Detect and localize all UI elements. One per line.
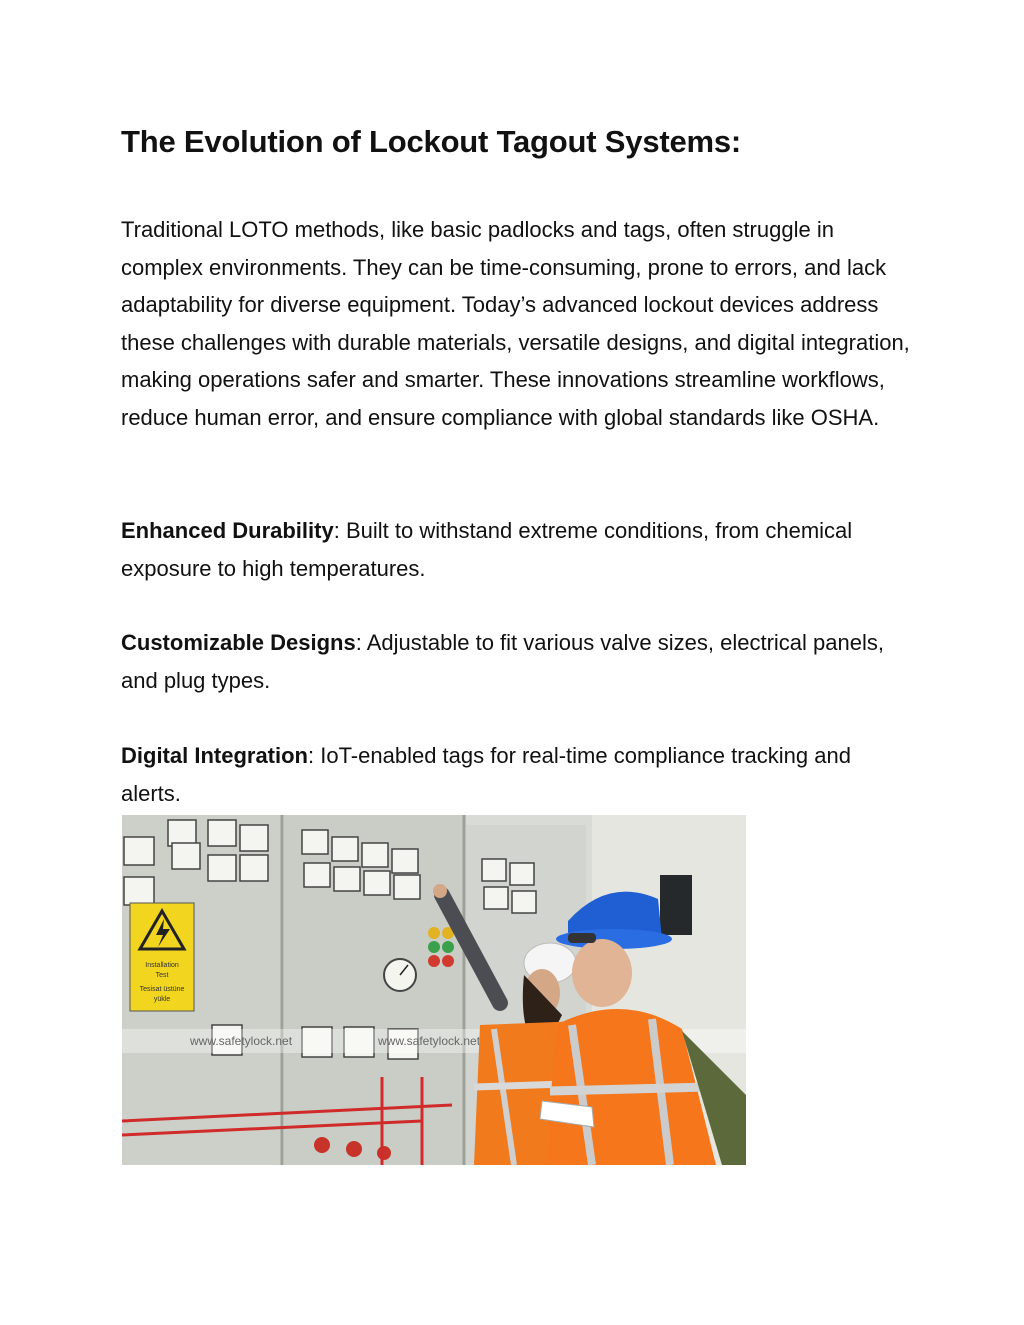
warning-sign-text: Installation: [145, 962, 179, 969]
control-panel-photo: [122, 815, 746, 1165]
feature-text: Built to withstand extreme conditions, from chemical exposure to high temperatures.: [121, 518, 853, 581]
watermark: www.safetylock.net: [378, 1034, 481, 1048]
feature-customizable: Customizable Designs: Adjustable to fit various valve sizes, electrical panels, and plug types.: [121, 630, 884, 693]
intro-paragraph: Traditional LOTO methods, like basic padlocks and tags, often struggle in complex environments. They can be time-consuming, prone to errors, and lack adaptability for diverse equipment. Today’s advanced lockout devices address these challenges with durable materials, versatile designs, and digital integration, making operations safer and smarter. These innovations streamline workflows, reduce human error, and ensure compliance with global standards like OSHA.: [121, 217, 910, 430]
warning-sign-text: yükle: [153, 996, 171, 1003]
feature-text: Adjustable to fit various valve sizes, electrical panels, and plug types.: [121, 630, 884, 693]
feature-durability: Enhanced Durability: Built to withstand extreme conditions, from chemical exposure to high temperatures.: [121, 518, 853, 581]
page-title: The Evolution of Lockout Tagout Systems:: [121, 124, 742, 159]
feature-title: Customizable Designs: [121, 630, 356, 655]
feature-title: Enhanced Durability: [121, 518, 334, 543]
warning-sign: [130, 903, 194, 1011]
feature-text: IoT-enabled tags for real-time compliance tracking and alerts.: [121, 743, 851, 806]
warning-sign-text: Tesisat üstüne: [139, 986, 185, 993]
feature-digital: Digital Integration: IoT-enabled tags for real-time compliance tracking and alerts.: [121, 743, 851, 806]
watermark: www.safetylock.net: [190, 1034, 293, 1048]
feature-title: Digital Integration: [121, 743, 308, 768]
warning-sign-text: Test: [155, 972, 169, 979]
